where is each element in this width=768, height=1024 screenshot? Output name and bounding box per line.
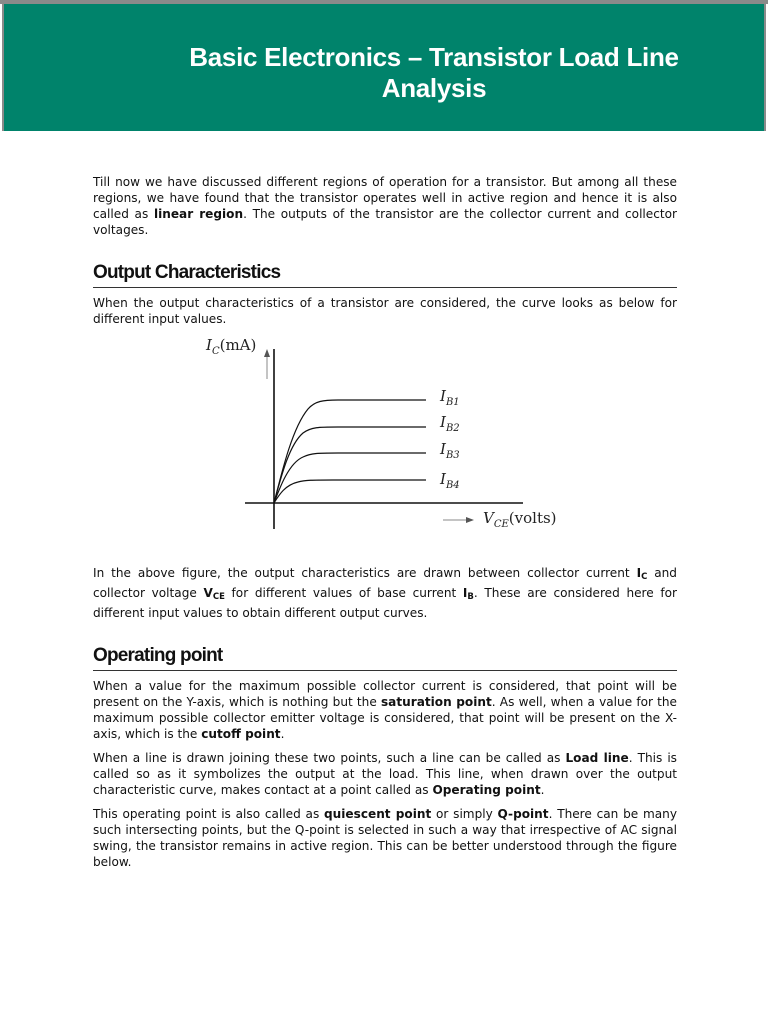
- label-ib3: $I_{B3}$: [440, 440, 460, 461]
- term-ib: $I_B$: [462, 586, 474, 602]
- term-operating-point: Operating point: [432, 783, 541, 797]
- curve-ib4: [274, 480, 426, 503]
- curve-ib1: [274, 400, 426, 503]
- heading-operating-point: Operating point: [93, 645, 677, 671]
- label-ib4: $I_{B4}$: [440, 470, 460, 491]
- curve-ib2: [274, 427, 426, 503]
- figure-explanation-paragraph: In the above figure, the output characteristics are drawn between collector current $I_C$ and collector voltage $V_{CE}$ for different values of base current $I_B$. These are considered here for different input values to obtain different output curves.: [93, 566, 677, 620]
- output-characteristics-paragraph: When the output characteristics of a transistor are considered, the curve looks as below for different input values.: [93, 296, 677, 326]
- y-axis-label: $I_C(mA)$: [206, 336, 257, 357]
- page-content: [93, 174, 677, 870]
- term-saturation-point: saturation point: [380, 695, 492, 709]
- term-load-line: Load line: [565, 751, 629, 765]
- page-title: Basic Electronics – Transistor Load Line Analysis: [189, 42, 679, 103]
- x-axis-label: $V_{CE}(volts)$: [483, 509, 557, 530]
- heading-output-characteristics: Output Characteristics: [93, 262, 677, 288]
- output-characteristics-graph: [93, 327, 677, 565]
- label-ib2: $I_{B2}$: [440, 413, 460, 434]
- x-arrow-head-icon: [466, 517, 474, 523]
- intro-paragraph: Till now we have discussed different regions of operation for a transistor. But among all these regions, we have found that the transistor operates well in active region and hence it is also called as linear region. The outputs of the transistor are the collector current and collector voltages.: [93, 175, 677, 237]
- operating-point-paragraph-3: This operating point is also called as quiescent point or simply Q-point. There can be many such intersecting points, but the Q-point is selected in such a way that irrespective of AC signal swing, the transistor remains in active region. This can be better understood through the figure below.: [93, 807, 677, 869]
- term-ic: $I_C$: [636, 566, 648, 582]
- term-quiescent-point: quiescent point: [324, 807, 432, 821]
- page-header: [2, 4, 766, 131]
- output-characteristics-figure: [93, 327, 677, 565]
- term-cutoff-point: cutoff point: [201, 727, 281, 741]
- linear-region-term: linear region: [153, 207, 244, 221]
- term-q-point: Q-point: [497, 807, 549, 821]
- curve-ib3: [274, 453, 426, 503]
- operating-point-paragraph-2: When a line is drawn joining these two points, such a line can be called as Load line. This is called so as it symbolizes the output at the load. This line, when drawn over the output characteristic curve, makes contact at a point called as Operating point.: [93, 751, 677, 797]
- operating-point-paragraph-1: When a value for the maximum possible collector current is considered, that point will be present on the Y-axis, which is nothing but the saturation point. As well, when a value for the maximum possible collector emitter voltage is considered, that point will be present on the X-axis, which is the cutoff point.: [93, 679, 677, 741]
- term-vce: $V_{CE}$: [203, 586, 225, 602]
- label-ib1: $I_{B1}$: [440, 387, 460, 408]
- y-arrow-head-icon: [264, 349, 270, 357]
